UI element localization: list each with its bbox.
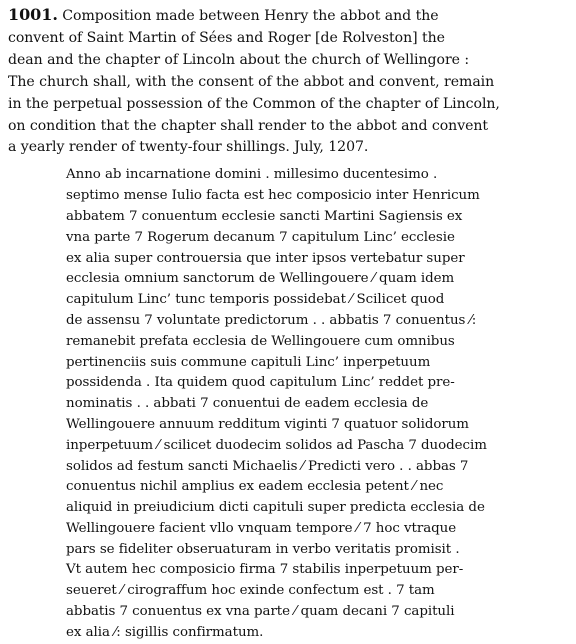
summary-line-5: in the perpetual possession of the Common of the chapter of Lincoln, [8,95,500,112]
charter-line: ex alia super controuersia que inter ipsos vertebatur super [66,250,465,266]
charter-line: vna parte 7 Rogerum decanum 7 capitulum Linc’ ecclesie [66,229,455,245]
summary-line-7: a yearly render of twenty-four shillings. July, 1207. [8,139,369,156]
summary-line-3: dean and the chapter of Lincoln about the church of Wellingore : [8,51,470,68]
charter-line: Wellingouere annuum redditum viginti 7 quatuor solidorum [66,416,469,432]
charter-line: Vt autem hec composicio firma 7 stabilis inperpetuum per- [66,562,464,578]
charter-text [66,165,568,643]
summary-line-6: on condition that the chapter shall render to the abbot and convent [8,117,489,134]
charter-line: Wellingouere facient vllo vnquam tempore ⁄ 7 hoc vtraque [66,520,457,536]
charter-line: Anno ab incarnatione domini . millesimo ducentesimo . [66,167,438,183]
summary-line-1 [8,4,568,28]
charter-line: pars se fideliter obseruaturam in verbo veritatis promisit . [66,541,460,557]
entry-number: 1001. [8,5,58,24]
charter-line: conuentus nichil amplius ex eadem ecclesia petent ⁄ nec [66,479,444,495]
summary-line-4: The church shall, with the consent of the abbot and convent, remain [8,73,495,90]
summary-line-1-text: Composition made between Henry the abbot and the [57,8,439,24]
charter-line: remanebit prefata ecclesia de Wellingouere cum omnibus [66,333,455,349]
entry-summary [8,4,568,159]
charter-line: abbatis 7 conuentus ex vna parte ⁄ quam decani 7 capituli [66,604,455,620]
charter-line: aliquid in preiudicium dicti capituli super predicta ecclesia de [66,500,485,516]
charter-line: ecclesia omnium sanctorum de Wellingouere ⁄ quam idem [66,271,455,287]
charter-line: septimo mense Iulio facta est hec composicio inter Henricum [66,188,480,204]
charter-line: solidos ad festum sancti Michaelis ⁄ Predicti vero . . abbas 7 [66,458,469,474]
charter-line: capitulum Linc’ tunc temporis possidebat ⁄ Scilicet quod [66,292,445,308]
charter-line: possidenda . Ita quidem quod capitulum Linc’ reddet pre- [66,375,455,391]
charter-line: nominatis . . abbati 7 conuentui de eadem ecclesia de [66,396,429,412]
charter-line: de assensu 7 voluntate predictorum . . abbatis 7 conuentus ⁄: [66,312,477,328]
charter-line: ex alia ⁄: sigillis confirmatum. [66,624,264,640]
summary-line-2: convent of Saint Martin of Sées and Roger [de Rolveston] the [8,29,445,46]
charter-line: pertinenciis suis commune capituli Linc’ inperpetuum [66,354,431,370]
charter-line: abbatem 7 conuentum ecclesie sancti Martini Sagiensis ex [66,208,463,224]
charter-line: inperpetuum ⁄ scilicet duodecim solidos ad Pascha 7 duodecim [66,437,487,453]
charter-line: seueret ⁄ cirograffum hoc exinde confectum est . 7 tam [66,583,435,599]
